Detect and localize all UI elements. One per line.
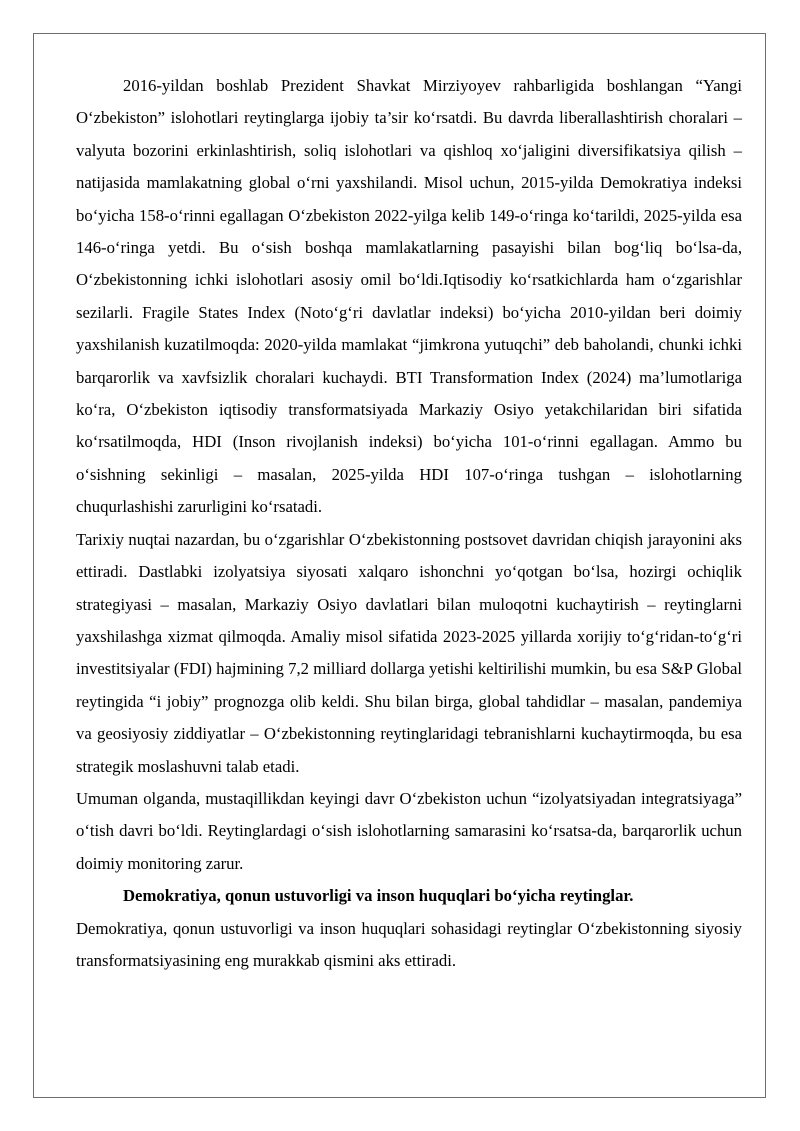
section-heading: Demokratiya, qonun ustuvorligi va inson huquqlari bo‘yicha reytinglar. bbox=[123, 886, 634, 906]
paragraph-historical: Tarixiy nuqtai nazardan, bu o‘zgarishlar O‘zbekistonning postsovet davridan chiqish jarayonini aks ettiradi. Dastlabki izolyatsiya siyosati xalqaro ishonchni yo‘qotgan bo‘lsa, hozirgi ochiqlik strategiyasi – masalan, Markaziy Osiyo davlatlari bilan muloqotni kuchaytirish – reytinglarni yaxshilashga xizmat qilmoqda. Amaliy misol sifatida 2023-2025 yillarda xorijiy to‘g‘ridan-to‘g‘ri investitsiyalar (FDI) hajmining 7,2 milliard dollarga yetishi keltirilishi mumkin, bu esa S&P Global reytingida “i jobiy” prognozga olib keldi. Shu bilan birga, global tahdidlar – masalan, pandemiya va geosiyosiy ziddiyatlar – O‘zbekistonning reytinglaridagi tebranishlarni kuchaytirmoqda, bu esa strategik moslashuvni talab etadi. bbox=[76, 529, 742, 776]
paragraph-reforms: 2016-yildan boshlab Prezident Shavkat Mirziyoyev rahbarligida boshlangan “Yangi O‘zbekiston” islohotlari reytinglarga ijobiy ta’sir ko‘rsatdi. Bu davrda liberallashtirish choralari – valyuta bozorini erkinlashtirish, soliq islohotlari va qishloq xo‘jaligini diversifikatsiya qilish – natijasida mamlakatning global o‘rni yaxshilandi. Misol uchun, 2015-yilda Demokratiya indeksi bo‘yicha 158-o‘rinni egallagan O‘zbekiston 2022-yilga kelib 149-o‘ringa ko‘tarildi, 2025-yilda esa 146-o‘ringa yetdi. Bu o‘sish boshqa mamlakatlarning pasayishi bilan bog‘liq bo‘lsa-da, O‘zbekistonning ichki islohotlari asosiy omil bo‘ldi.Iqtisodiy ko‘rsatkichlarda ham o‘zgarishlar sezilarli. Fragile States Index (Noto‘g‘ri davlatlar indeksi) bo‘yicha 2010-yildan beri doimiy yaxshilanish kuzatilmoqda: 2020-yilda mamlakat “jimkrona yutuqchi” deb baholandi, chunki ichki barqarorlik va xavfsizlik choralari kuchaydi. BTI Transformation Index (2024) ma’lumotlariga ko‘ra, O‘zbekiston iqtisodiy transformatsiyada Markaziy Osiyo yetakchilaridan biri sifatida ko‘rsatilmoqda, HDI (Inson rivojlanish indeksi) bo‘yicha 101-o‘rinni egallagan. Ammo bu o‘sishning sekinligi – masalan, 2025-yilda HDI 107-o‘ringa tushgan – islohotlarning chuqurlashishi zarurligini ko‘rsatadi. bbox=[76, 76, 742, 517]
document-body bbox=[76, 70, 742, 977]
paragraph-summary: Umuman olganda, mustaqillikdan keyingi davr O‘zbekiston uchun “izolyatsiyadan integratsiyaga” o‘tish davri bo‘ldi. Reytinglardagi o‘sish islohotlarning samarasini ko‘rsatsa-da, barqarorlik uchun doimiy monitoring zarur. bbox=[76, 788, 742, 873]
paragraph-democracy: Demokratiya, qonun ustuvorligi va inson huquqlari sohasidagi reytinglar O‘zbekistonning siyosiy transformatsiyasining eng murakkab qismini aks ettiradi. bbox=[76, 918, 742, 970]
